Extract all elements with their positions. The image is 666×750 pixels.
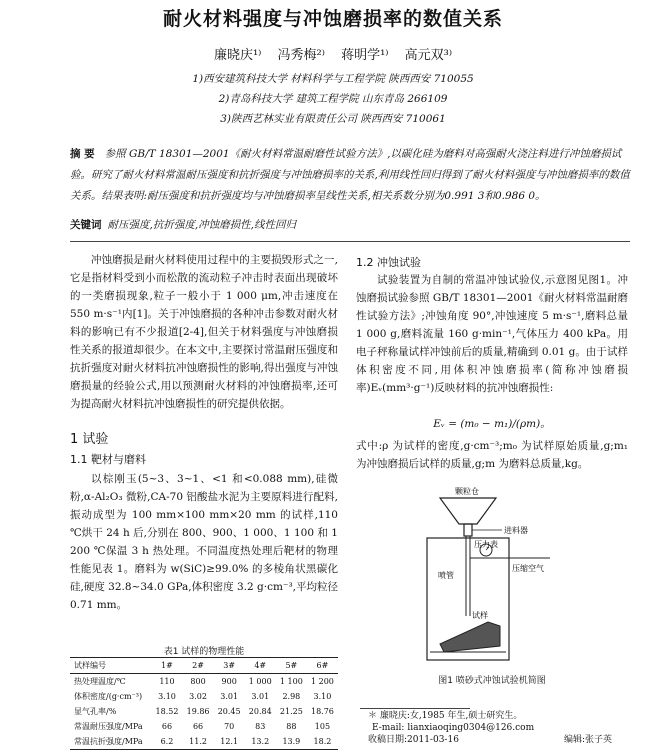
materials-section: [70, 470, 338, 614]
table-header-row: [70, 658, 338, 674]
footnote-email: E-mail: lianxiaoqing0304@126.com: [372, 723, 535, 733]
table-cell: 18.2: [307, 734, 338, 750]
intro-paragraph: 冲蚀磨损是耐火材料使用过程中的主要损毁形式之一,它是指材料受到小而松散的流动粒子冲击时表面出现破坏的一类磨损现象,粒子一般小于 1 000 μm,冲击速度在 550 m·s⁻¹内[1]。关于冲蚀磨损的各种冲击参数对耐火材料的影响已有不少报道[2-4],但关于材料强度与冲蚀磨损性关系的报道却很少。在本文中,主要探讨常温耐压强度和抗折强度对耐火材料抗冲蚀磨损性的影响,得出强度与冲蚀磨损量的经验公式,用以预测耐火材料的冲蚀磨损率,还可为提高耐火材料抗冲蚀磨损性的研究提供依据。: [70, 254, 338, 410]
table-cell: 11.2: [183, 734, 214, 750]
table-header-cell: 2#: [183, 658, 214, 674]
table-cell: 1 100: [279, 677, 303, 686]
left-column: [70, 251, 338, 413]
table-cell: 常温抗折强度/MPa: [70, 734, 151, 750]
author-2: 冯秀梅²⁾: [277, 48, 325, 63]
table-cell: 3.01: [220, 692, 239, 701]
author-list: [0, 44, 666, 63]
footnote-received-date: 收稿日期:2011-03-16: [368, 735, 459, 745]
table-cell: 显气孔率/%: [74, 707, 117, 716]
keywords-label: 关键词: [70, 219, 102, 231]
table-cell: 13.2: [245, 734, 276, 750]
affiliation-2: 2)青岛科技大学 建筑工程学院 山东青岛 266109: [218, 93, 448, 105]
footnote-editor: 编辑:张子英: [564, 735, 613, 745]
table-cell: 6.2: [151, 734, 182, 750]
author-3: 蒋明学¹⁾: [341, 48, 389, 63]
author-4: 高元双³⁾: [404, 48, 453, 63]
table-cell: 常温耐压强度/MPa: [74, 722, 143, 731]
table-cell: 3.10: [158, 692, 176, 701]
footnote-author: ＊ 廉晓庆:女,1985 年生,硕士研究生。: [368, 711, 523, 721]
table-cell: 18.76: [310, 707, 334, 716]
section-heading-1-2: 1.2 冲蚀试验: [356, 256, 421, 269]
erosion-formula: Eᵥ = (m₀ − m₁)/(ρm)。: [433, 418, 551, 430]
table-cell: 1 000: [248, 677, 272, 686]
table-row: [70, 674, 338, 690]
table-cell: 体积密度/(g·cm⁻³): [74, 692, 143, 701]
label-sample: 试样: [472, 611, 488, 620]
table-header-cell: 6#: [307, 658, 338, 674]
formula-explanation: [356, 437, 628, 473]
table-cell: 3.01: [251, 692, 270, 701]
section-heading-1-1: 1.1 靶材与磨料: [70, 453, 146, 466]
table-cell: 21.25: [279, 707, 303, 716]
section-heading-1: 1 试验: [70, 432, 109, 447]
abstract-label: 摘 要: [70, 148, 95, 160]
table-cell: 3.10: [313, 692, 332, 701]
table-cell: 2.98: [282, 692, 301, 701]
label-feeder: 进料器: [504, 526, 528, 535]
formula-explanation-text: 式中:ρ 为试样的密度,g·cm⁻³;m₀ 为试样原始质量,g;m₁ 为冲蚀磨损后试样的质量,g;m 为磨料总质量,kg。: [356, 440, 628, 470]
table-cell: 12.1: [214, 734, 245, 750]
label-air: 压缩空气: [512, 564, 544, 573]
label-hopper: 颗粒仓: [455, 487, 479, 496]
table-cell: 20.84: [248, 707, 272, 716]
table-row: [70, 719, 338, 734]
abstract: [70, 144, 630, 207]
footnote-divider: [360, 708, 470, 709]
divider: [70, 241, 630, 242]
affiliation-3: 3)陕西艺林实业有限责任公司 陕西西安 710061: [220, 113, 446, 125]
label-tube: 喷管: [438, 571, 454, 580]
keywords: [70, 217, 630, 232]
table-cell: 20.45: [217, 707, 241, 716]
table-cell: 13.9: [276, 734, 307, 750]
table-cell: 1 200: [310, 677, 334, 686]
sample-block: [440, 622, 500, 652]
table-header-cell: 5#: [276, 658, 307, 674]
author-1: 廉晓庆¹⁾: [213, 48, 262, 63]
table-header-cell: 4#: [245, 658, 276, 674]
table-header-cell: 3#: [214, 658, 245, 674]
table-cell: 105: [314, 722, 331, 731]
materials-paragraph: 以棕刚玉(5~3、3~1、<1 和<0.088 mm),硅微粉,α-Al₂O₃ 微粉,CA-70 铝酸盐水泥为主要原料进行配料,振动成型为 100 mm×100 mm×20 mm 的试样,110 ℃烘干 24 h 后,分别在 800、900、1 000、1 100 和 1 200 ℃保温 3 h 热处理。不同温度热处理后靶材的物理性能见表 1。磨料为 w(SiC)≥99.0% 的多棱角状黑碳化硅,硬度 32.8~34.0 GPa,体积密度 3.2 g·cm⁻³,平均粒径 0.71 mm。: [70, 473, 339, 611]
hopper-shape: [440, 498, 496, 524]
table-row: [70, 689, 338, 704]
table-row: [70, 704, 338, 719]
table-cell: 900: [221, 677, 237, 686]
label-gauge: 压力表: [474, 540, 498, 549]
figure-caption: 图1 喷砂式冲蚀试验机简图: [438, 676, 546, 686]
table-cell: 19.86: [186, 707, 210, 716]
table-caption: 表1 试样的物理性能: [163, 647, 245, 657]
table-cell: 110: [159, 677, 175, 686]
table-header-cell: 试样编号: [70, 658, 151, 674]
erosion-paragraph: 试验装置为自制的常温冲蚀试验仪,示意图见图1。冲蚀磨损试验参照 GB/T 18301—2001《耐火材料常温耐磨性试验方法》;冲蚀角度 90°,冲蚀速度 5 m·s⁻¹,磨料总量 1 000 g,磨料流量 160 g·min⁻¹,气体压力 400 kPa。用电子秤称量试样冲蚀前后的质量,精确到 0.01 g。由于试样体积密度不同,用体积冲蚀磨损率(简称冲蚀磨损率)Eᵥ(mm³·g⁻¹)反映材料的抗冲蚀磨损性:: [356, 274, 628, 394]
table-cell: 66: [192, 722, 204, 731]
table-cell: 83: [255, 722, 266, 731]
table-cell: 3.02: [189, 692, 207, 701]
table-header-cell: 1#: [151, 658, 182, 674]
feeder-valve: [464, 524, 472, 536]
table-cell: 70: [224, 722, 235, 731]
table-cell: 800: [190, 677, 206, 686]
table-cell: 18.52: [155, 707, 179, 716]
properties-table: [70, 657, 338, 750]
figure-1-apparatus: [400, 486, 590, 668]
paper-title: 耐火材料强度与冲蚀磨损率的数值关系: [162, 8, 503, 30]
table-cell: 88: [286, 722, 297, 731]
table-cell: 热处理温度/℃: [74, 677, 126, 686]
table-cell: 66: [161, 722, 173, 731]
keywords-text: 耐压强度,抗折强度,冲蚀磨损性,线性回归: [107, 219, 297, 231]
affiliation-1: 1)西安建筑科技大学 材料科学与工程学院 陕西西安 710055: [192, 73, 474, 85]
abstract-text: 参照 GB/T 18301—2001《耐火材料常温耐磨性试验方法》,以碳化硅为磨料对高强耐火浇注料进行冲蚀磨损试验。研究了耐火材料常温耐压强度和抗折强度与冲蚀磨损率的关系,利用线性回归得到了耐火材料强度与冲蚀磨损率的数值关系。结果表明:耐压强度和抗折强度均与冲蚀磨损率呈线性关系,相关系数分别为0.991 3和0.986 0。: [70, 148, 630, 202]
erosion-section: [356, 271, 628, 397]
table-row: [70, 734, 338, 750]
